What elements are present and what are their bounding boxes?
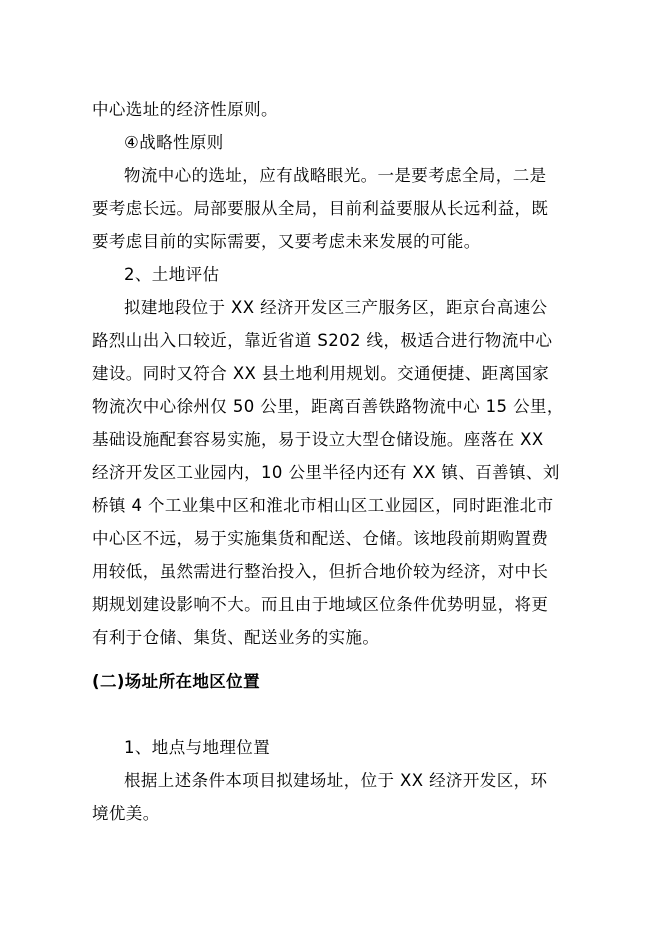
paragraph-line: 境优美。 (92, 804, 160, 823)
paragraph-line: 物流次中心徐州仅 50 公里，距离百善铁路物流中心 15 公里， (92, 397, 564, 416)
paragraph-line: 基础设施配套容易实施，易于设立大型仓储设施。座落在 XX (92, 430, 544, 449)
paragraph-line: 中心区不远，易于实施集货和配送、仓储。该地段前期购置费 (92, 529, 549, 548)
paragraph-line: 要考虑目前的实际需要，又要考虑未来发展的可能。 (92, 232, 481, 251)
paragraph-line: 根据上述条件本项目拟建场址，位于 XX 经济开发区，环 (124, 771, 548, 790)
paragraph-line: 有利于仓储、集货、配送业务的实施。 (92, 628, 380, 647)
paragraph-line: 桥镇 4 个工业集中区和淮北市相山区工业园区，同时距淮北市 (92, 496, 554, 515)
paragraph-line: 拟建地段位于 XX 经济开发区三产服务区，距京台高速公 (124, 298, 548, 317)
section-heading: (二)场址所在地区位置 (92, 672, 260, 691)
subheading-land-assessment: 2、土地评估 (124, 265, 220, 284)
paragraph-line: 期规划建设影响不大。而且由于地域区位条件优势明显，将更 (92, 595, 549, 614)
paragraph-line: 要考虑长远。局部要服从全局，目前利益要服从长远利益，既 (92, 199, 549, 218)
paragraph-line: 路烈山出入口较近，靠近省道 S202 线，极适合进行物流中心 (92, 331, 553, 350)
paragraph-line: 物流中心的选址，应有战略眼光。一是要考虑全局，二是 (124, 166, 547, 185)
paragraph-line: 经济开发区工业园内，10 公里半径内还有 XX 镇、百善镇、刘 (92, 463, 560, 482)
paragraph-line: 建设。同时又符合 XX 县土地利用规划。交通便捷、距离国家 (92, 364, 550, 383)
paragraph-line: 用较低，虽然需进行整治投入，但折合地价较为经济，对中长 (92, 562, 549, 581)
paragraph-line: 中心选址的经济性原则。 (92, 100, 278, 119)
subheading-location: 1、地点与地理位置 (124, 738, 271, 757)
subheading-strategic-principle: ④战略性原则 (124, 133, 224, 152)
